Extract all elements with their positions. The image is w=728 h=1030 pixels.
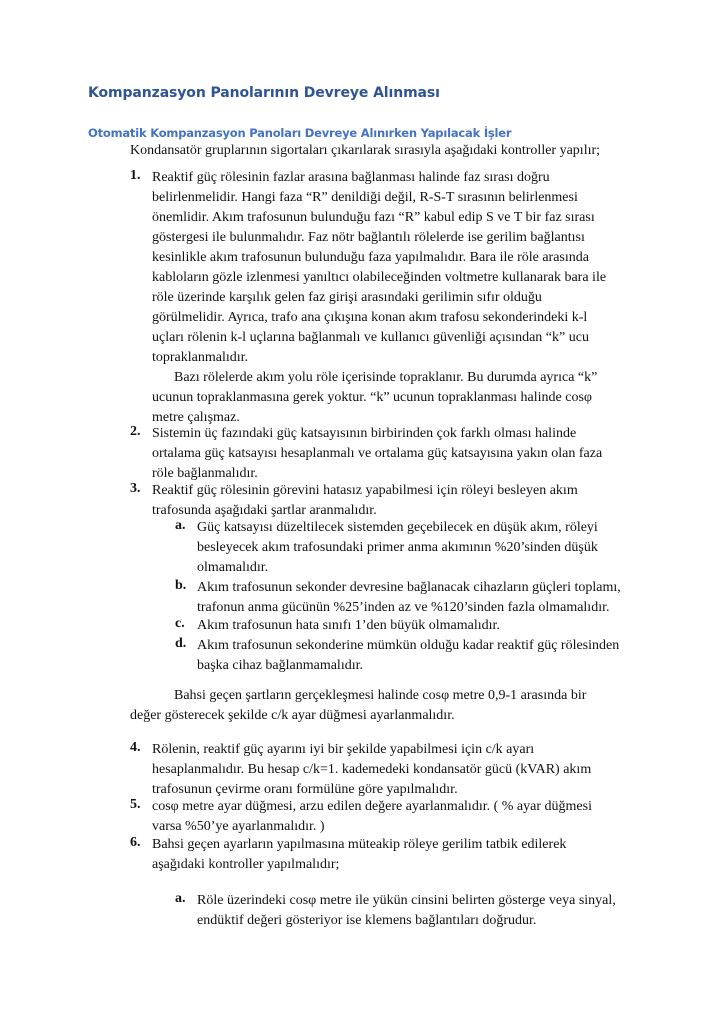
list-number: 6. [130, 835, 141, 850]
list-item-line: göstergesi ile bulunmalıdır. Faz nötr bağlantılı rölelerde ise gerilim bağlantısı [152, 230, 585, 245]
list-item-line: aşağıdaki kontroller yapılmalıdır; [152, 857, 340, 872]
list-item-1 [152, 168, 606, 428]
list-item-line: Bahsi geçen ayarların yapılmasına müteakip röleye gerilim tatbik edilerek [152, 837, 567, 852]
list-number: 3. [130, 481, 141, 496]
list-item-line: topraklanmalıdır. [152, 350, 249, 365]
sub-item-line: olmamalıdır. [197, 560, 269, 575]
sub-item-line: Akım trafosunun hata sınıfı 1’den büyük olmamalıdır. [197, 618, 500, 633]
list-item-line: uçları rölenin k-l uçlarına bağlanmalı ve kullanıcı güvenliği açısından “k” ucu [152, 330, 589, 345]
list-item-line: kabloların gözle izlenmesi yanıltıcı olabileceğinden voltmetre kullanarak bara ile [152, 270, 607, 285]
list-item-line: varsa %50’ye ayarlanmalıdır. ) [152, 819, 325, 834]
page-title: Kompanzasyon Panolarının Devreye Alınması [88, 85, 440, 101]
list-item-line: trafosunda aşağıdaki şartlar aranmalıdır. [152, 503, 377, 518]
list-item-line: röle bağlanmalıdır. [152, 466, 258, 481]
list-number: 2. [130, 424, 141, 439]
sub-list-letter: c. [175, 616, 185, 631]
sub-item-line: başka cihaz bağlanmamalıdır. [197, 658, 363, 673]
list-item-line: kesinlikle akım trafosunun bulunduğu faza yapılmalıdır. Bara ile röle arasında [152, 250, 589, 265]
sub-item-line: Güç katsayısı düzeltilecek sistemden geçebilecek en düşük akım, röleyi [197, 520, 598, 535]
list-item-line: Sistemin üç fazındaki güç katsayısının birbirinden çok farklı olması halinde [152, 426, 577, 441]
sub-item-line: endüktif değeri gösteriyor ise klemens bağlantıları doğrudur. [197, 913, 537, 928]
list-item-3 [152, 481, 578, 521]
list-item-line: hesaplanmalıdır. Bu hesap c/k=1. kademedeki kondansatör gücü (kVAR) akım [152, 762, 592, 777]
sub-list-letter: b. [175, 578, 187, 593]
list-number: 4. [130, 740, 141, 755]
list-item-line: Rölenin, reaktif güç ayarını iyi bir şekilde yapabilmesi için c/k ayarı [152, 742, 535, 757]
list-item-4 [152, 740, 591, 800]
sub-item-b [197, 578, 621, 618]
sub-item-line: Akım trafosunun sekonder devresine bağlanacak cihazların güçleri toplamı, [197, 580, 621, 595]
list-item-line: Reaktif güç rölesinin fazlar arasına bağlanması halinde faz sırası doğru [152, 170, 550, 185]
list-item-line: trafosunun çevirme oranı formülüne göre yapılmalıdır. [152, 782, 458, 797]
list-item-note-line: ucunun topraklanmasına gerek yoktur. “k” ucunun topraklanması halinde cosφ [152, 390, 593, 405]
sub-item-line: Röle üzerindeki cosφ metre ile yükün cinsini belirten gösterge veya sinyal, [197, 893, 616, 908]
list-item-6 [152, 835, 566, 875]
list-item-line: belirlenmelidir. Hangi faza “R” denildiği değil, R-S-T sırasının belirlenmesi [152, 190, 578, 205]
sub-list-letter: a. [175, 891, 186, 906]
paragraph-line: değer gösterecek şekilde c/k ayar düğmesi ayarlanmalıdır. [130, 708, 455, 723]
body-paragraph [130, 686, 586, 726]
list-item-line: cosφ metre ayar düğmesi, arzu edilen değere ayarlanmalıdır. ( % ayar düğmesi [152, 799, 592, 814]
paragraph-line: Bahsi geçen şartların gerçekleşmesi halinde cosφ metre 0,9-1 arasında bir [174, 688, 587, 703]
list-number: 1. [130, 168, 141, 183]
sub-item-c [197, 616, 500, 636]
sub-item-a [197, 518, 598, 578]
list-item-2 [152, 424, 602, 484]
list-item-5 [152, 797, 592, 837]
sub-item-line: besleyecek akım trafosundaki primer anma akımının %20’sinden düşük [197, 540, 598, 555]
intro-paragraph: Kondansatör gruplarının sigortaları çıkarılarak sırasıyla aşağıdaki kontroller yapılır; [130, 143, 601, 158]
sub-item-6a [197, 891, 616, 931]
list-item-line: görülmelidir. Ayrıca, trafo ana çıkışına konan akım trafosu sekonderindeki k-l [152, 310, 588, 325]
list-item-line: röle üzerinde karşılık gelen faz girişi arasındaki gerilimin sıfır olduğu [152, 290, 542, 305]
list-item-line: Reaktif güç rölesinin görevini hatasız yapabilmesi için röleyi besleyen akım [152, 483, 578, 498]
sub-list-letter: d. [175, 636, 187, 651]
list-item-line: ortalama güç katsayısı hesaplanmalı ve ortalama güç katsayısına yakın olan faza [152, 446, 603, 461]
sub-item-line: trafonun anma gücünün %25’inden az ve %120’sinden fazla olmamalıdır. [197, 600, 610, 615]
sub-item-d [197, 636, 619, 676]
list-item-note-line: metre çalışmaz. [152, 410, 240, 425]
list-number: 5. [130, 797, 141, 812]
list-item-line: önemlidir. Akım trafosunun bulunduğu fazı “R” kabul edip S ve T bir faz sırası [152, 210, 595, 225]
section-heading: Otomatik Kompanzasyon Panoları Devreye Alınırken Yapılacak İşler [88, 126, 512, 140]
sub-list-letter: a. [175, 518, 186, 533]
sub-item-line: Akım trafosunun sekonderine mümkün olduğu kadar reaktif güç rölesinden [197, 638, 620, 653]
list-item-note-line: Bazı rölelerde akım yolu röle içerisinde topraklanır. Bu durumda ayrıca “k” [174, 370, 598, 385]
